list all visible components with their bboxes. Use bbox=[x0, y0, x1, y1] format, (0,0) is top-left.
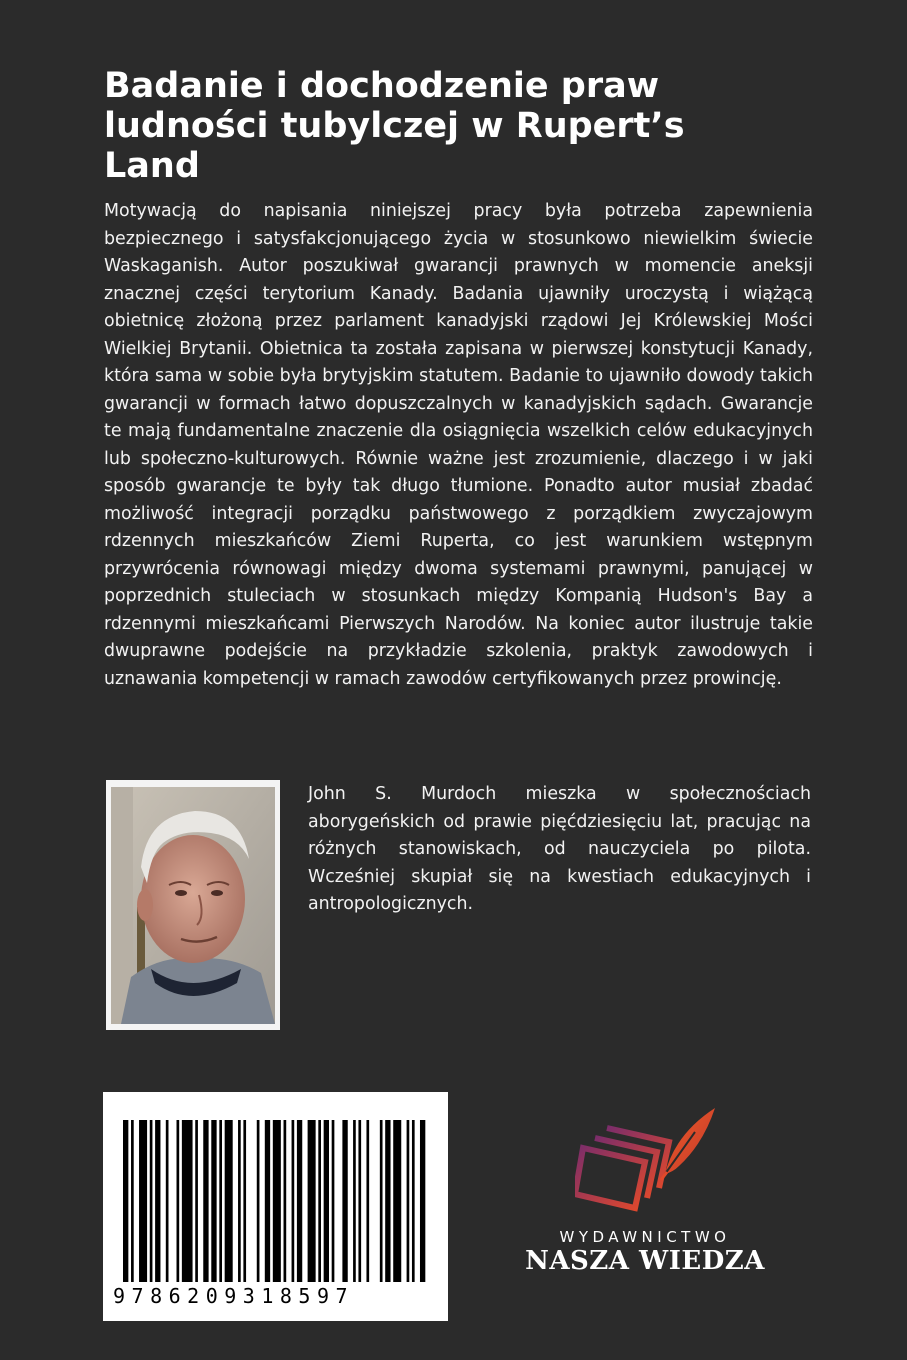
barcode-bar bbox=[380, 1120, 383, 1282]
isbn-barcode bbox=[103, 1092, 448, 1321]
barcode-bar bbox=[385, 1120, 390, 1282]
barcode-bar bbox=[211, 1120, 216, 1282]
author-photo bbox=[106, 780, 280, 1030]
barcode-bar bbox=[412, 1120, 415, 1282]
barcode-bar bbox=[292, 1120, 295, 1282]
book-title: Badanie i dochodzenie praw ludności tubylczej w Rupert’s Land bbox=[104, 66, 685, 186]
barcode-bar bbox=[308, 1120, 316, 1282]
barcode-bar bbox=[123, 1120, 128, 1282]
barcode-bar bbox=[358, 1120, 361, 1282]
barcode-bar bbox=[393, 1120, 401, 1282]
barcode-bar bbox=[203, 1120, 208, 1282]
publisher-name: NASZA WIEDZA bbox=[525, 1246, 765, 1276]
author-portrait-image bbox=[111, 787, 275, 1024]
barcode-bar bbox=[182, 1120, 193, 1282]
barcode-bar bbox=[166, 1120, 169, 1282]
book-description: Motywacją do napisania niniejszej pracy była potrzeba zapewnienia bezpiecznego i satysfakcjonującego życia w stosunkowo niewielkim świecie Waskaganish. Autor poszukiwał gwarancji prawnych w momencie aneksji znacznej części terytorium Kanady. Badania ujawniły uroczystą i wiążącą obietnicę złożoną przez parlament kanadyjski rządowi Jej Królewskiej Mości Wielkiej Brytanii. Obietnica ta została zapisana w pierwszej konstytucji Kanady, która sama w sobie była brytyjskim statutem. Badanie to ujawniło dowody takich gwarancji w formach łatwo dopuszczalnych w kanadyjskich sądach. Gwarancje te mają fundamentalne znaczenie dla osiągnięcia wszelkich celów edukacyjnych lub społeczno-kulturowych. Równie ważne jest zrozumienie, dlaczego i w jaki sposób gwarancje te były tak długo tłumione. Ponadto autor musiał zbadać możliwość integracji porządku państwowego z porządkiem zwyczajowym rdzennych mieszkańców Ziemi Ruperta, co jest warunkiem wstępnym przywrócenia równowagi między dwoma systemami prawnymi, panującej w poprzednich stuleciach w stosunkach między Kompanią Hudson's Bay a rdzennymi mieszkańcami Pierwszych Narodów. Na koniec autor ilustruje takie dwuprawne podejście na przykładzie szkolenia, praktyk zawodowych i uznawania kompetencji w ramach zawodów certyfikowanych przez prowincję. bbox=[104, 201, 813, 689]
barcode-bars bbox=[123, 1120, 428, 1282]
barcode-bar bbox=[219, 1120, 222, 1282]
barcode-bar bbox=[407, 1120, 410, 1282]
barcode-bar bbox=[324, 1120, 329, 1282]
barcode-bar bbox=[131, 1120, 134, 1282]
publisher-label: WYDAWNICTWO bbox=[559, 1228, 731, 1246]
barcode-bar bbox=[139, 1120, 147, 1282]
barcode-bar bbox=[420, 1120, 425, 1282]
barcode-bar bbox=[366, 1120, 369, 1282]
barcode-bar bbox=[177, 1120, 180, 1282]
barcode-bar bbox=[318, 1120, 321, 1282]
barcode-bar bbox=[257, 1120, 260, 1282]
barcode-bar bbox=[342, 1120, 347, 1282]
barcode-bar bbox=[265, 1120, 270, 1282]
barcode-bar bbox=[150, 1120, 153, 1282]
barcode-bar bbox=[332, 1120, 335, 1282]
barcode-bar bbox=[353, 1120, 356, 1282]
barcode-bar bbox=[243, 1120, 246, 1282]
isbn-number: 9786209318597 bbox=[113, 1284, 355, 1308]
barcode-bar bbox=[297, 1120, 302, 1282]
barcode-bar bbox=[273, 1120, 281, 1282]
barcode-bar bbox=[238, 1120, 241, 1282]
barcode-bar bbox=[195, 1120, 198, 1282]
barcode-bar bbox=[284, 1120, 287, 1282]
barcode-bar bbox=[155, 1120, 160, 1282]
barcode-bar bbox=[225, 1120, 233, 1282]
author-bio: John S. Murdoch mieszka w społecznościach aborygeńskich od prawie pięćdziesięciu lat, pracując na różnych stanowiskach, od nauczyciela po pilota. Wcześniej skupiał się na kwestiach edukacyjnych i antropologicznych. bbox=[308, 784, 811, 914]
publisher-book-quill-icon bbox=[575, 1104, 725, 1214]
